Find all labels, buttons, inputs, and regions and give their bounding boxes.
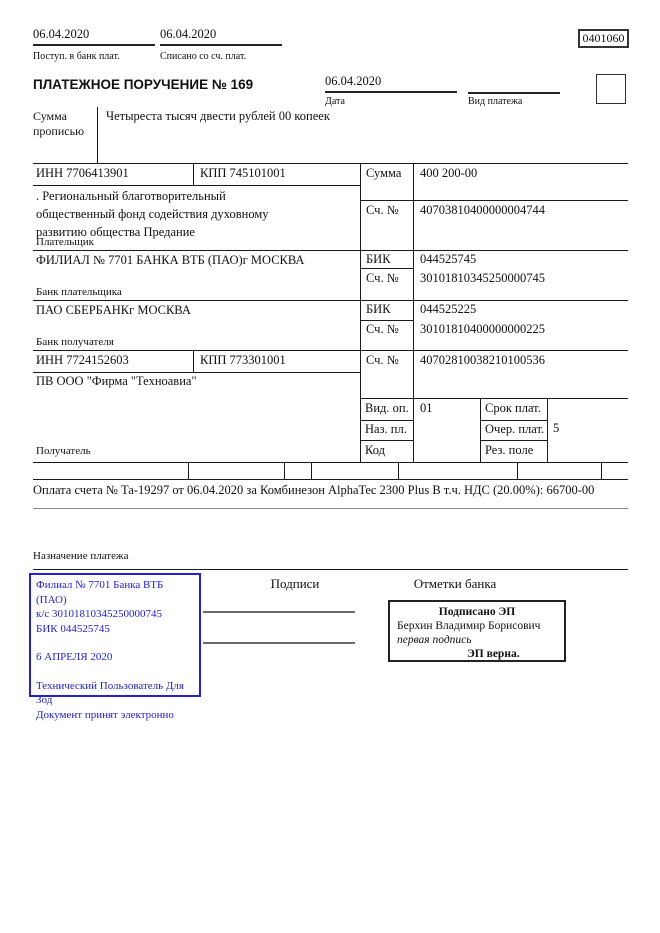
divider: [193, 350, 194, 372]
divider: [97, 107, 98, 163]
payment-type-checkbox: [596, 74, 626, 104]
divider: [33, 350, 628, 351]
payee-bank-label: Банк получателя: [36, 336, 114, 348]
divider: [360, 163, 361, 462]
stamp-line: к/с 30101810345250000745: [36, 608, 163, 620]
divider: [360, 440, 413, 441]
bank-electronic-stamp: [29, 573, 201, 721]
payer-name-line: общественный фонд содействия духовному: [36, 207, 269, 221]
divider: [360, 320, 413, 321]
divider: [517, 462, 518, 479]
divider: [33, 569, 628, 570]
document-title: ПЛАТЕЖНОЕ ПОРУЧЕНИЕ № 169: [33, 77, 254, 92]
received-in-bank-date: 06.04.2020: [33, 27, 155, 46]
divider: [480, 420, 547, 421]
divider: [33, 508, 628, 509]
divider: [33, 250, 628, 251]
ocher-plat-label: Очер. плат.: [485, 422, 545, 436]
divider: [360, 268, 413, 269]
payer-bank-label: Банк плательщика: [36, 286, 122, 298]
payee-bank-account-label: Сч. №: [366, 322, 399, 336]
payer-account: 40703810400000004744: [420, 203, 545, 217]
divider: [480, 440, 547, 441]
document-date: 06.04.2020: [325, 74, 457, 93]
divider: [601, 462, 602, 479]
payer-bank-bik: 044525745: [420, 252, 477, 266]
divider: [360, 398, 628, 399]
payer-inn: ИНН 7706413901: [36, 166, 129, 180]
stamp-line: Зод: [36, 694, 53, 706]
kod-label: Код: [365, 443, 385, 457]
signatures-label: Подписи: [270, 576, 320, 591]
form-code-box: 0401060: [578, 29, 629, 48]
vid-op-value: 01: [420, 401, 433, 415]
debited-from-account-date: 06.04.2020: [160, 27, 282, 46]
payee-account: 40702810038210100536: [420, 353, 545, 367]
bank-marks-label: Отметки банка: [413, 576, 497, 591]
stamp-line: БИК 044525745: [36, 622, 110, 635]
payee-inn: ИНН 7724152603: [36, 353, 129, 367]
payment-purpose-text: Оплата счета № Та-19297 от 06.04.2020 за Комбинезон AlphaTec 2300 Plus В т.ч. НДС (20.00%): 66700-00: [33, 483, 595, 497]
payee-kpp: КПП 773301001: [200, 353, 286, 367]
vid-op-label: Вид. оп.: [365, 401, 409, 415]
payee-account-label: Сч. №: [366, 353, 399, 367]
signature-line: [203, 642, 355, 644]
payee-bank-account: 30101810400000000225: [420, 322, 545, 336]
payment-type-field: [468, 74, 560, 94]
amount-in-words: Четыреста тысяч двести рублей 00 копеек: [106, 109, 330, 123]
divider: [188, 462, 189, 479]
payer-account-label: Сч. №: [366, 203, 399, 217]
naz-pl-label: Наз. пл.: [365, 422, 407, 436]
divider: [311, 462, 312, 479]
divider: [33, 462, 628, 463]
payer-bank-account-label: Сч. №: [366, 271, 399, 285]
payee-bank-bik: 044525225: [420, 302, 477, 316]
divider: [547, 398, 548, 462]
divider: [33, 479, 628, 480]
divider: [413, 163, 414, 462]
stamp-line: Филиал № 7701 Банка ВТБ (ПАО): [36, 579, 164, 606]
date-label: Дата: [325, 96, 345, 107]
payment-purpose-label: Назначение платежа: [33, 550, 129, 562]
rez-pole-label: Рез. поле: [485, 443, 534, 457]
payer-bank-bik-label: БИК: [366, 252, 391, 266]
payer-kpp: КПП 745101001: [200, 166, 286, 180]
stamp-line: Технический Пользователь Для: [36, 679, 184, 692]
payee-name: ПВ ООО "Фирма "Техноавиа": [36, 374, 197, 388]
divider: [193, 163, 194, 185]
payee-label: Получатель: [36, 445, 91, 457]
received-in-bank-label: Поступ. в банк плат.: [33, 51, 120, 62]
payment-type-label: Вид платежа: [468, 96, 523, 107]
divider: [33, 185, 360, 186]
payee-bank-bik-label: БИК: [366, 302, 391, 316]
ocher-plat-value: 5: [553, 421, 560, 435]
payer-bank-account: 30101810345250000745: [420, 271, 545, 285]
amount-words-label-2: прописью: [33, 124, 85, 138]
debited-from-account-label: Списано со сч. плат.: [160, 51, 247, 62]
stamp-line: Документ принят электронно: [36, 708, 174, 721]
amount-words-label-1: Сумма: [33, 109, 67, 123]
signature-kind: первая подпись: [397, 634, 472, 646]
payer-bank-name: ФИЛИАЛ № 7701 БАНКА ВТБ (ПАО)г МОСКВА: [36, 253, 305, 267]
sum-value: 400 200-00: [420, 166, 478, 180]
divider: [284, 462, 285, 479]
sum-label: Сумма: [366, 166, 402, 180]
signed-ep-title: Подписано ЭП: [438, 606, 516, 618]
divider: [398, 462, 399, 479]
payer-name-line: развитию общества Предание: [36, 225, 195, 239]
divider: [360, 420, 413, 421]
signer-name: Берхин Владимир Борисович: [397, 620, 541, 632]
stamp-line: 6 АПРЕЛЯ 2020: [36, 651, 113, 663]
divider: [33, 163, 628, 164]
divider: [480, 398, 481, 462]
divider: [360, 200, 628, 201]
bank-marks-box: [388, 600, 566, 662]
ep-verified: ЭП верна.: [467, 648, 520, 660]
divider: [33, 372, 360, 373]
payer-name-line: . Региональный благотворительный: [36, 189, 226, 203]
divider: [33, 300, 628, 301]
srok-plat-label: Срок плат.: [485, 401, 541, 415]
signature-line: [203, 611, 355, 613]
payer-label: Плательщик: [36, 236, 94, 248]
payee-bank-name: ПАО СБЕРБАНКг МОСКВА: [36, 303, 191, 317]
